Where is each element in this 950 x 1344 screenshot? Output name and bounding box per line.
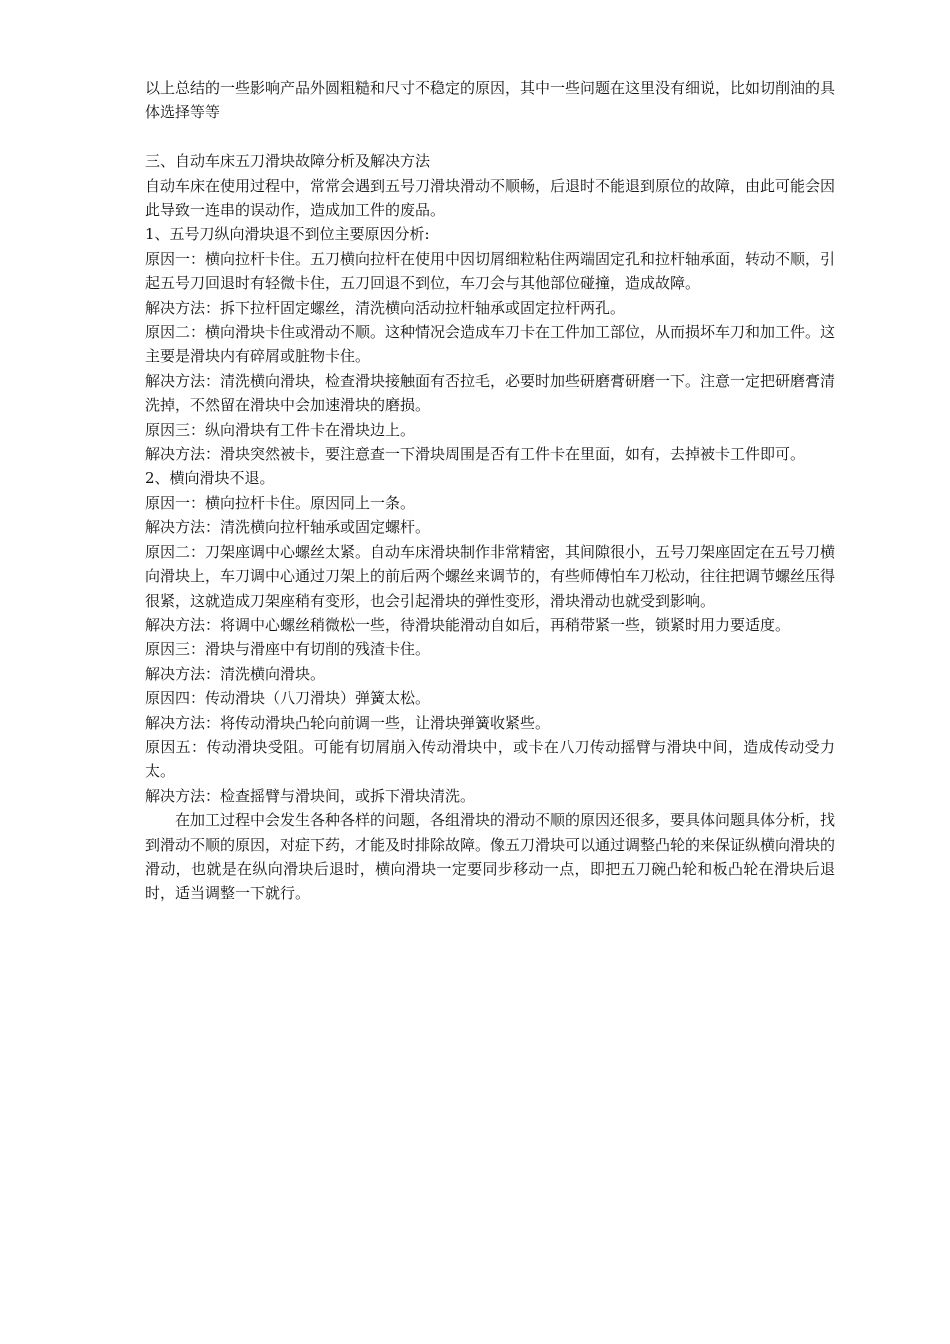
section-intro-paragraph: 自动车床在使用过程中，常常会遇到五号刀滑块滑动不顺畅，后退时不能退到原位的故障，由此可能会因此导致一连串的误动作，造成加工件的废品。 (145, 176, 836, 220)
subsection-2-title: 2、横向滑块不退。 (145, 469, 275, 488)
document-page (145, 76, 835, 906)
sub2-item: 解决方法：清洗横向拉杆轴承或固定螺杆。 (145, 518, 431, 537)
sub1-item: 原因三：纵向滑块有工件卡在滑块边上。 (145, 420, 416, 439)
blank-line (145, 125, 835, 149)
sub2-item: 原因三：滑块与滑座中有切削的残渣卡住。 (145, 640, 431, 659)
sub2-item: 原因四：传动滑块（八刀滑块）弹簧太松。 (145, 689, 431, 708)
section-title: 三、自动车床五刀滑块故障分析及解决方法 (145, 152, 431, 171)
sub1-item: 原因二：横向滑块卡住或滑动不顺。这种情况会造成车刀卡在工件加工部位，从而损坏车刀和加工件。这主要是滑块内有碎屑或脏物卡住。 (145, 323, 836, 366)
sub1-item: 解决方法：滑块突然被卡，要注意查一下滑块周围是否有工件卡在里面，如有，去掉被卡工件即可。 (145, 445, 806, 464)
conclusion-paragraph: 在加工过程中会发生各种各样的问题，各组滑块的滑动不顺的原因还很多，要具体问题具体分析，找到滑动不顺的原因，对症下药，才能及时排除故障。像五刀滑块可以通过调整凸轮的来保证纵横向滑块的滑动，也就是在纵向滑块后退时，横向滑块一定要同步移动一点，即把五刀碗凸轮和板凸轮在滑块后退时，适当调整一下就行。 (145, 811, 836, 903)
sub2-item: 解决方法：检查摇臂与滑块间，或拆下滑块清洗。 (145, 786, 476, 805)
sub2-item: 解决方法：将传动滑块凸轮向前调一些，让滑块弹簧收紧些。 (145, 713, 551, 732)
sub2-item: 原因一：横向拉杆卡住。原因同上一条。 (145, 493, 416, 512)
sub1-item: 解决方法：拆下拉杆固定螺丝，清洗横向活动拉杆轴承或固定拉杆两孔。 (145, 298, 626, 317)
intro-paragraph: 以上总结的一些影响产品外圆粗糙和尺寸不稳定的原因，其中一些问题在这里没有细说，比如切削油的具体选择等等 (145, 79, 836, 122)
subsection-1-title: 1、五号刀纵向滑块退不到位主要原因分析: (145, 225, 430, 244)
sub2-item: 原因五：传动滑块受阻。可能有切屑崩入传动滑块中，或卡在八刀传动摇臂与滑块中间，造成传动受力太。 (145, 737, 835, 781)
sub2-item: 原因二：刀架座调中心螺丝太紧。自动车床滑块制作非常精密，其间隙很小，五号刀架座固定在五号刀横向滑块上，车刀调中心通过刀架上的前后两个螺丝来调节的，有些师傅怕车刀松动，往往把调节螺丝压得很紧，这就造成刀架座稍有变形，也会引起滑块的弹性变形，滑块滑动也就受到影响。 (145, 542, 836, 610)
sub1-item: 原因一：横向拉杆卡住。五刀横向拉杆在使用中因切屑细粒粘住两端固定孔和拉杆轴承面，转动不顺，引起五号刀回退时有轻微卡住，五刀回退不到位，车刀会与其他部位碰撞，造成故障。 (145, 249, 836, 293)
sub1-item: 解决方法：清洗横向滑块，检查滑块接触面有否拉毛，必要时加些研磨膏研磨一下。注意一定把研磨膏清洗掉，不然留在滑块中会加速滑块的磨损。 (145, 371, 836, 415)
sub2-item: 解决方法：将调中心螺丝稍微松一些，待滑块能滑动自如后，再稍带紧一些，锁紧时用力要适度。 (145, 615, 791, 634)
sub2-item: 解决方法：清洗横向滑块。 (145, 664, 326, 683)
